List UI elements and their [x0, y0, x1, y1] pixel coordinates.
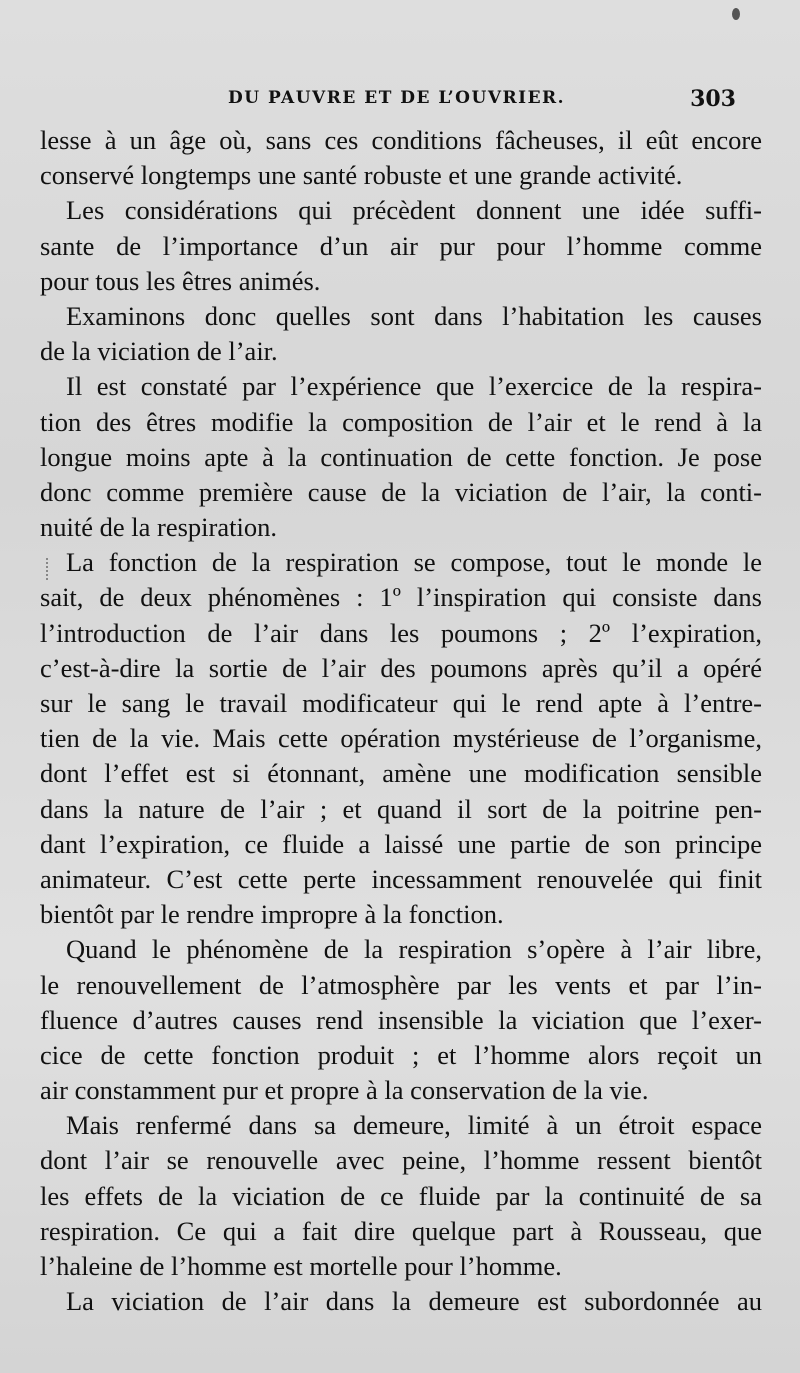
- text-line: lesse à un âge où, sans ces conditions fâcheuses, il eût encore: [40, 125, 762, 155]
- text-line: l’introduction de l’air dans les poumons ; 2º l’expiration,: [40, 617, 762, 648]
- text-line: pour tous les êtres animés.: [40, 265, 321, 296]
- running-title: DU PAUVRE ET DE L’OUVRIER.: [228, 88, 566, 108]
- text-line: dont l’effet est si étonnant, amène une modification sensible: [40, 758, 762, 789]
- text-line: cice de cette fonction produit ; et l’homme alors reçoit un: [40, 1039, 762, 1070]
- text-line: La fonction de la respiration se compose, tout le monde le: [66, 547, 762, 578]
- text-line: Mais renfermé dans sa demeure, limité à un étroit espace: [66, 1110, 762, 1141]
- text-line: longue moins apte à la continuation de cette fonction. Je pose: [40, 441, 762, 472]
- text-line: les effets de la viciation de ce fluide par la continuité de sa: [40, 1180, 762, 1211]
- text-line: fluence d’autres causes rend insensible la viciation que l’exer-: [40, 1004, 762, 1035]
- text-line: Examinons donc quelles sont dans l’habitation les causes: [66, 300, 762, 331]
- text-line: bientôt par le rendre impropre à la fonction.: [40, 899, 504, 930]
- text-line: dont l’air se renouvelle avec peine, l’homme ressent bientôt: [40, 1145, 762, 1176]
- text-line: tion des êtres modifie la composition de l’air et le rend à la: [40, 406, 762, 437]
- text-line: c’est-à-dire la sortie de l’air des poumons après qu’il a opéré: [40, 652, 762, 683]
- text-line: de la viciation de l’air.: [40, 336, 278, 367]
- text-line: sait, de deux phénomènes : 1º l’inspiration qui consiste dans: [40, 582, 762, 613]
- text-line: tien de la vie. Mais cette opération mystérieuse de l’organisme,: [40, 723, 762, 754]
- ink-spot: [732, 8, 740, 20]
- text-line: Quand le phénomène de la respiration s’opère à l’air libre,: [66, 934, 762, 965]
- text-line: Il est constaté par l’expérience que l’exercice de la respira-: [66, 371, 762, 402]
- text-line: l’haleine de l’homme est mortelle pour l’homme.: [40, 1251, 562, 1281]
- text-line: le renouvellement de l’atmosphère par les vents et par l’in-: [40, 969, 762, 1000]
- text-line: La viciation de l’air dans la demeure est subordonnée au: [66, 1286, 762, 1317]
- text-line: air constamment pur et propre à la conservation de la vie.: [40, 1075, 649, 1106]
- text-line: nuité de la respiration.: [40, 512, 277, 543]
- running-head: [228, 86, 736, 116]
- text-line: sante de l’importance d’un air pur pour l’homme comme: [40, 230, 762, 261]
- text-line: Les considérations qui précèdent donnent une idée suffi-: [66, 195, 762, 226]
- body-text: [40, 123, 762, 1319]
- page-number: 303: [690, 86, 736, 112]
- text-line: donc comme première cause de la viciation de l’air, la conti-: [40, 476, 762, 507]
- text-line: respiration. Ce qui a fait dire quelque part à Rousseau, que: [40, 1215, 762, 1246]
- text-line: dant l’expiration, ce fluide a laissé une partie de son principe: [40, 828, 762, 859]
- text-line: dans la nature de l’air ; et quand il sort de la poitrine pen-: [40, 793, 762, 824]
- text-line: animateur. C’est cette perte incessamment renouvelée qui finit: [40, 863, 762, 894]
- text-line: conservé longtemps une santé robuste et une grande activité.: [40, 160, 683, 191]
- text-line: sur le sang le travail modificateur qui le rend apte à l’entre-: [40, 688, 762, 718]
